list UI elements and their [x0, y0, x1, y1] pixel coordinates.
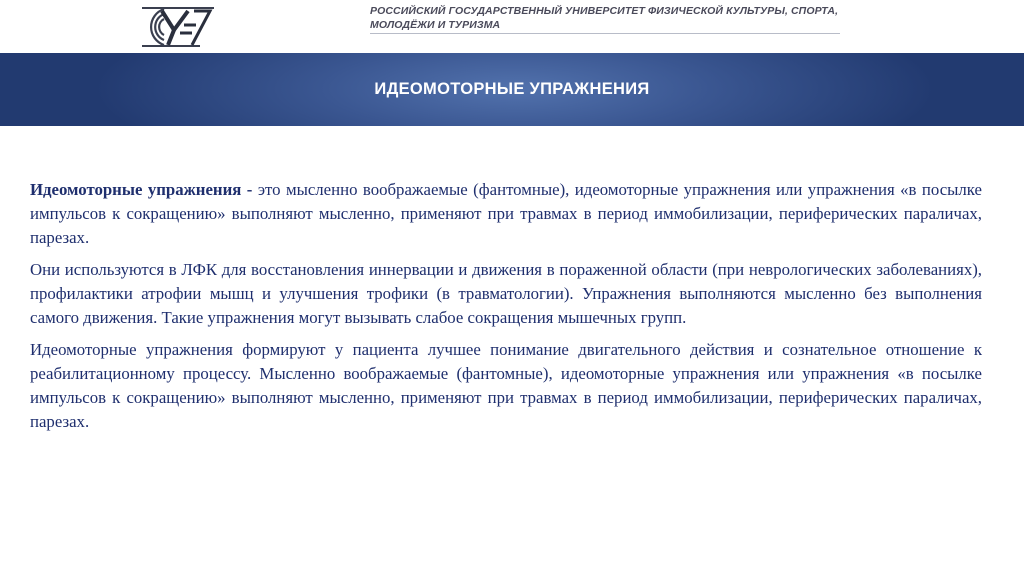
paragraph-definition: [30, 178, 982, 250]
slide-header: [0, 0, 1024, 52]
slide-title: ИДЕОМОТОРНЫЕ УПРАЖНЕНИЯ: [374, 80, 650, 98]
slide-body: [30, 178, 982, 442]
university-name: РОССИЙСКИЙ ГОСУДАРСТВЕННЫЙ УНИВЕРСИТЕТ ФИЗИЧЕСКОЙ КУЛЬТУРЫ, СПОРТА, МОЛОДЁЖИ И ТУРИЗМА: [370, 5, 839, 31]
definition-text: это мысленно воображаемые (фантомные), идеомоторные упражнения или упражнения «в посылке импульсов к сокращению» выполняют мысленно, применяют при травмах в период иммобилизации, периферических параличах, парезах.: [30, 180, 982, 247]
university-logo-icon: [134, 3, 216, 49]
title-banner: [0, 53, 1024, 126]
paragraph-usage: Они используются в ЛФК для восстановления иннервации и движения в пораженной области (при неврологических заболеваниях), профилактики атрофии мышц и улучшения трофики (в травматологии). Упражнения выполняются мысленно без выполнения самого движения. Такие упражнения могут вызывать слабое сокращения мышечных групп.: [30, 260, 982, 327]
definition-term: Идеомоторные упражнения -: [30, 180, 253, 199]
header-divider: [370, 33, 840, 34]
paragraph-benefits: Идеомоторные упражнения формируют у пациента лучшее понимание двигательного действия и сознательное отношение к реабилитационному процессу. Мысленно воображаемые (фантомные), идеомоторные упражнения или упражнения «в посылке импульсов к сокращению» выполняют мысленно, применяют при травмах в период иммобилизации, периферических параличах, парезах.: [30, 340, 982, 431]
